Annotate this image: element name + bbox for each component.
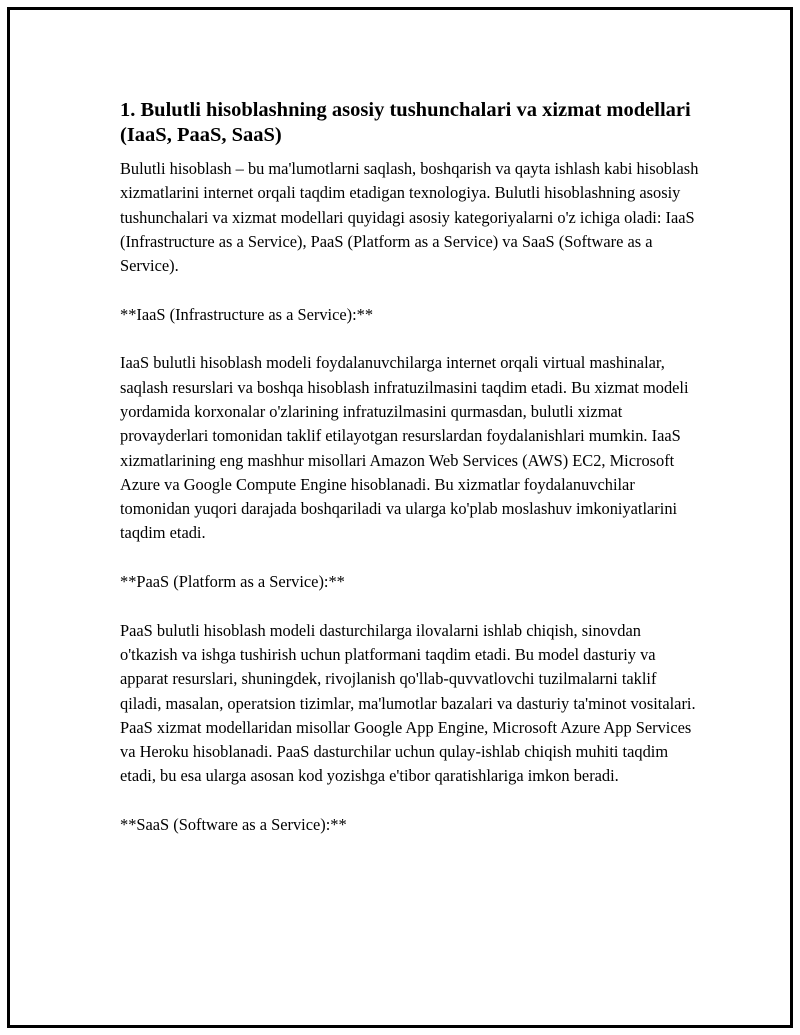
iaas-heading: **IaaS (Infrastructure as a Service):** [120,304,374,324]
intro-paragraph: Bulutli hisoblash – bu ma'lumotlarni saqlash, boshqarish va qayta ishlash kabi hisoblash xizmatlarini internet orqali taqdim etadigan texnologiya. Bulutli hisoblashning asosiy tushunchalari va xizmat modellari quyidagi asosiy kategoriyalarni o'z ichiga oladi: IaaS (Infrastructure as a Service), PaaS (Platform as a Service) va SaaS (Software as a Service). [120,159,699,276]
document-content [120,98,700,862]
document-page [7,7,793,1028]
saas-heading: **SaaS (Software as a Service):** [120,815,347,835]
iaas-paragraph: IaaS bulutli hisoblash modeli foydalanuvchilarga internet orqali virtual mashinalar, saqlash resurslari va boshqa hisoblash infratuzilmasini taqdim etadi. Bu xizmat modeli yordamida korxonalar o'zlarining infratuzilmasini qurmasdan, bulutli xizmat provayderlari tomonidan taklif etilayotgan resurslardan foydalanishlari mumkin. IaaS xizmatlarining eng mashhur misollari Amazon Web Services (AWS) EC2, Microsoft Azure va Google Compute Engine hisoblanadi. Bu xizmatlar foydalanuvchilar tomonidan yuqori darajada boshqariladi va ularga ko'plab moslashuv imkoniyatlarini taqdim etadi. [120,353,689,543]
document-title: 1. Bulutli hisoblashning asosiy tushunchalari va xizmat modellari (IaaS, PaaS, SaaS) [120,99,691,146]
paas-paragraph: PaaS bulutli hisoblash modeli dasturchilarga ilovalarni ishlab chiqish, sinovdan o'tkazish va ishga tushirish uchun platformani taqdim etadi. Bu model dasturiy va apparat resurslari, shuningdek, rivojlanish qo'llab-quvvatlovchi tuzilmalarni taklif qiladi, masalan, operatsion tizimlar, ma'lumotlar bazalari va dasturiy ta'minot vositalari. PaaS xizmat modellaridan misollar Google App Engine, Microsoft Azure App Services va Heroku hisoblanadi. PaaS dasturchilar uchun qulay-ishlab chiqish muhiti taqdim etadi, bu esa ularga asosan kod yozishga e'tibor qaratishlariga imkon beradi. [120,620,696,786]
paas-heading: **PaaS (Platform as a Service):** [120,572,345,592]
